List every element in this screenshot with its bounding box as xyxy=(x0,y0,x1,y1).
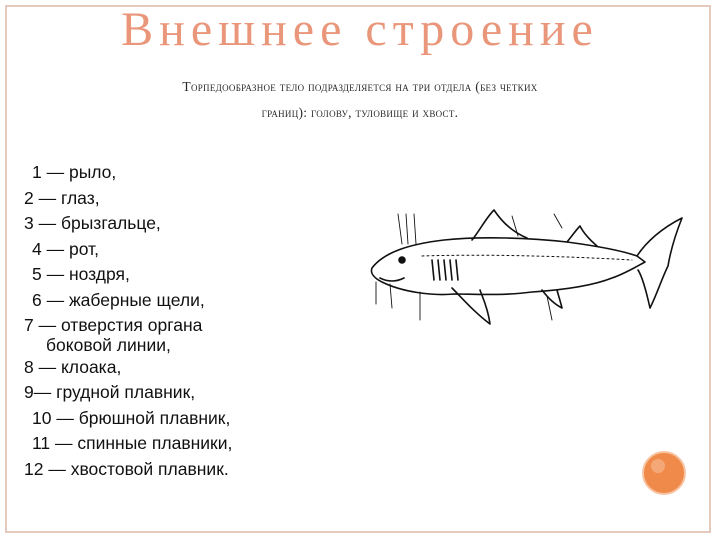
legend-item: 5 — ноздря, xyxy=(32,264,130,284)
legend-item: 1 — рыло, xyxy=(32,162,117,182)
legend-item: 10 — брюшной плавник, xyxy=(32,407,231,428)
legend-item: 8 — клоака, xyxy=(24,356,122,377)
legend-item: 2 — глаз, xyxy=(24,187,100,208)
legend-item: 11 — спинные плавники, xyxy=(32,433,233,453)
legend-item: 7 — отверстия органа xyxy=(24,315,203,335)
subtitle-line-2: границ): голову, туловище и хвост. xyxy=(261,105,459,120)
legend-item: 12 — хвостовой плавник. xyxy=(24,458,229,479)
legend-item: 3 — брызгальце, xyxy=(24,213,161,233)
shark-diagram-illustration xyxy=(362,208,697,333)
slide-subtitle xyxy=(30,74,690,126)
legend-item-continuation: боковой линии, xyxy=(46,334,171,355)
legend-item: 6 — жаберные щели, xyxy=(32,289,205,310)
legend-item: 9— грудной плавник, xyxy=(24,382,196,402)
legend-item: 4 — рот, xyxy=(32,238,99,259)
parts-legend xyxy=(24,160,344,482)
slide-title: Внешнее строение xyxy=(121,3,599,56)
decorative-orb xyxy=(641,450,687,496)
subtitle-line-1: Торпедообразное тело подразделяется на три отдела (без четких xyxy=(182,79,538,94)
